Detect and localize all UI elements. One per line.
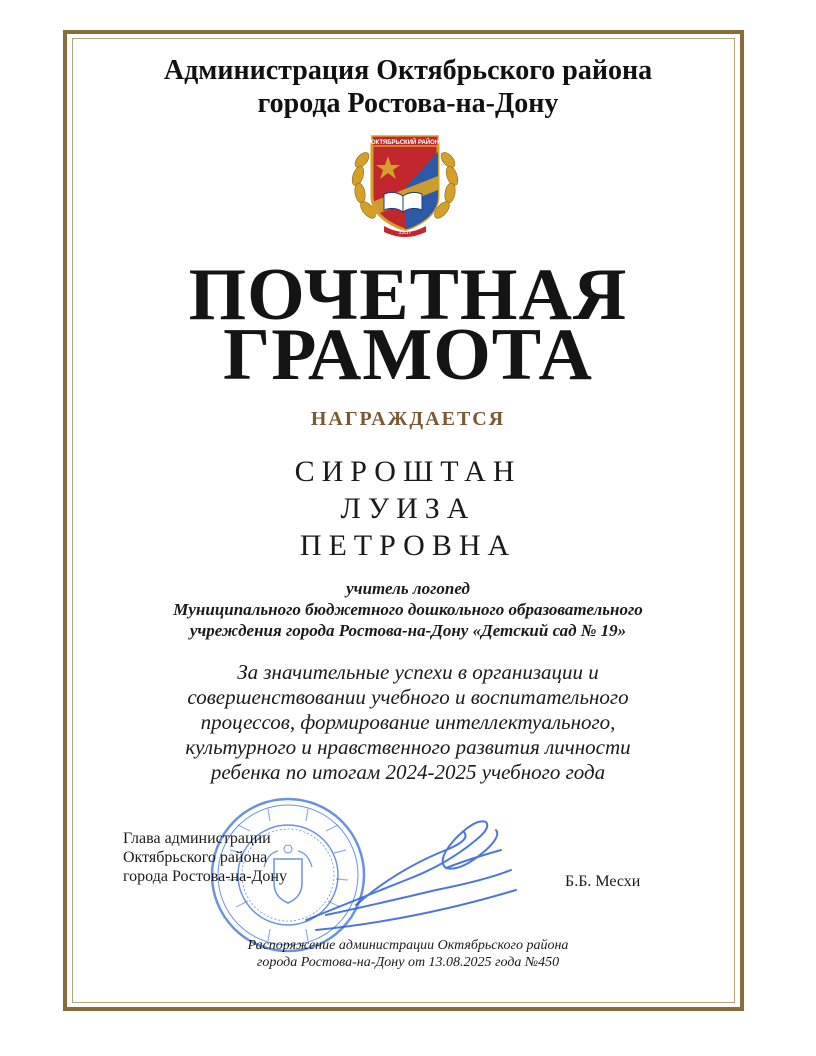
reason-line-2: совершенствовании учебного и воспитательного: [187, 685, 629, 709]
certificate-title-line-1: ПОЧЕТНАЯ: [188, 254, 628, 336]
reason-line-1: За значительные успехи в организации и: [237, 660, 599, 684]
signer-title-line-3: города Ростова-на-Дону: [123, 868, 287, 885]
signer-title-line-1: Глава администрации: [123, 830, 271, 847]
organization-name-line-1: Муниципального бюджетного дошкольного образовательного: [173, 600, 643, 619]
handwritten-signature-icon: [296, 810, 526, 940]
awarded-label: НАГРАЖДАЕТСЯ: [310, 408, 506, 430]
organization-line-1: Администрация Октябрьского района: [163, 55, 653, 86]
organization-name-line-2: учреждения города Ростова-на-Дону «Детский сад № 19»: [189, 621, 627, 640]
certificate-title-line-2: ГРАМОТА: [223, 314, 593, 396]
recipient-surname: СИРОШТАН: [294, 455, 522, 488]
signer-block: [123, 829, 287, 886]
emblem-banner-text: ОКТЯБРЬСКИЙ РАЙОН: [370, 140, 440, 146]
decree-note-line-1: Распоряжение администрации Октябрьского района: [247, 938, 569, 953]
organization-line-2: города Ростова-на-Дону: [257, 88, 559, 119]
reason-line-4: культурного и нравственного развития личности: [185, 735, 631, 759]
recipient-patronymic: ПЕТРОВНА: [299, 529, 517, 562]
signer-title-line-2: Октябрьского района: [123, 849, 268, 866]
district-coat-of-arms-icon: [348, 130, 462, 240]
reason-line-5: ребенка по итогам 2024-2025 учебного года: [210, 760, 606, 784]
signer-name: Б.Б. Месхи: [565, 873, 641, 890]
decree-note-line-2: города Ростова-на-Дону от 13.08.2025 года №450: [256, 955, 560, 970]
reason-line-3: процессов, формирование интеллектуального,: [200, 710, 616, 734]
recipient-name: ЛУИЗА: [340, 492, 476, 525]
emblem-ribbon-text: 1937: [398, 230, 412, 236]
position-title: учитель логопед: [346, 579, 470, 598]
